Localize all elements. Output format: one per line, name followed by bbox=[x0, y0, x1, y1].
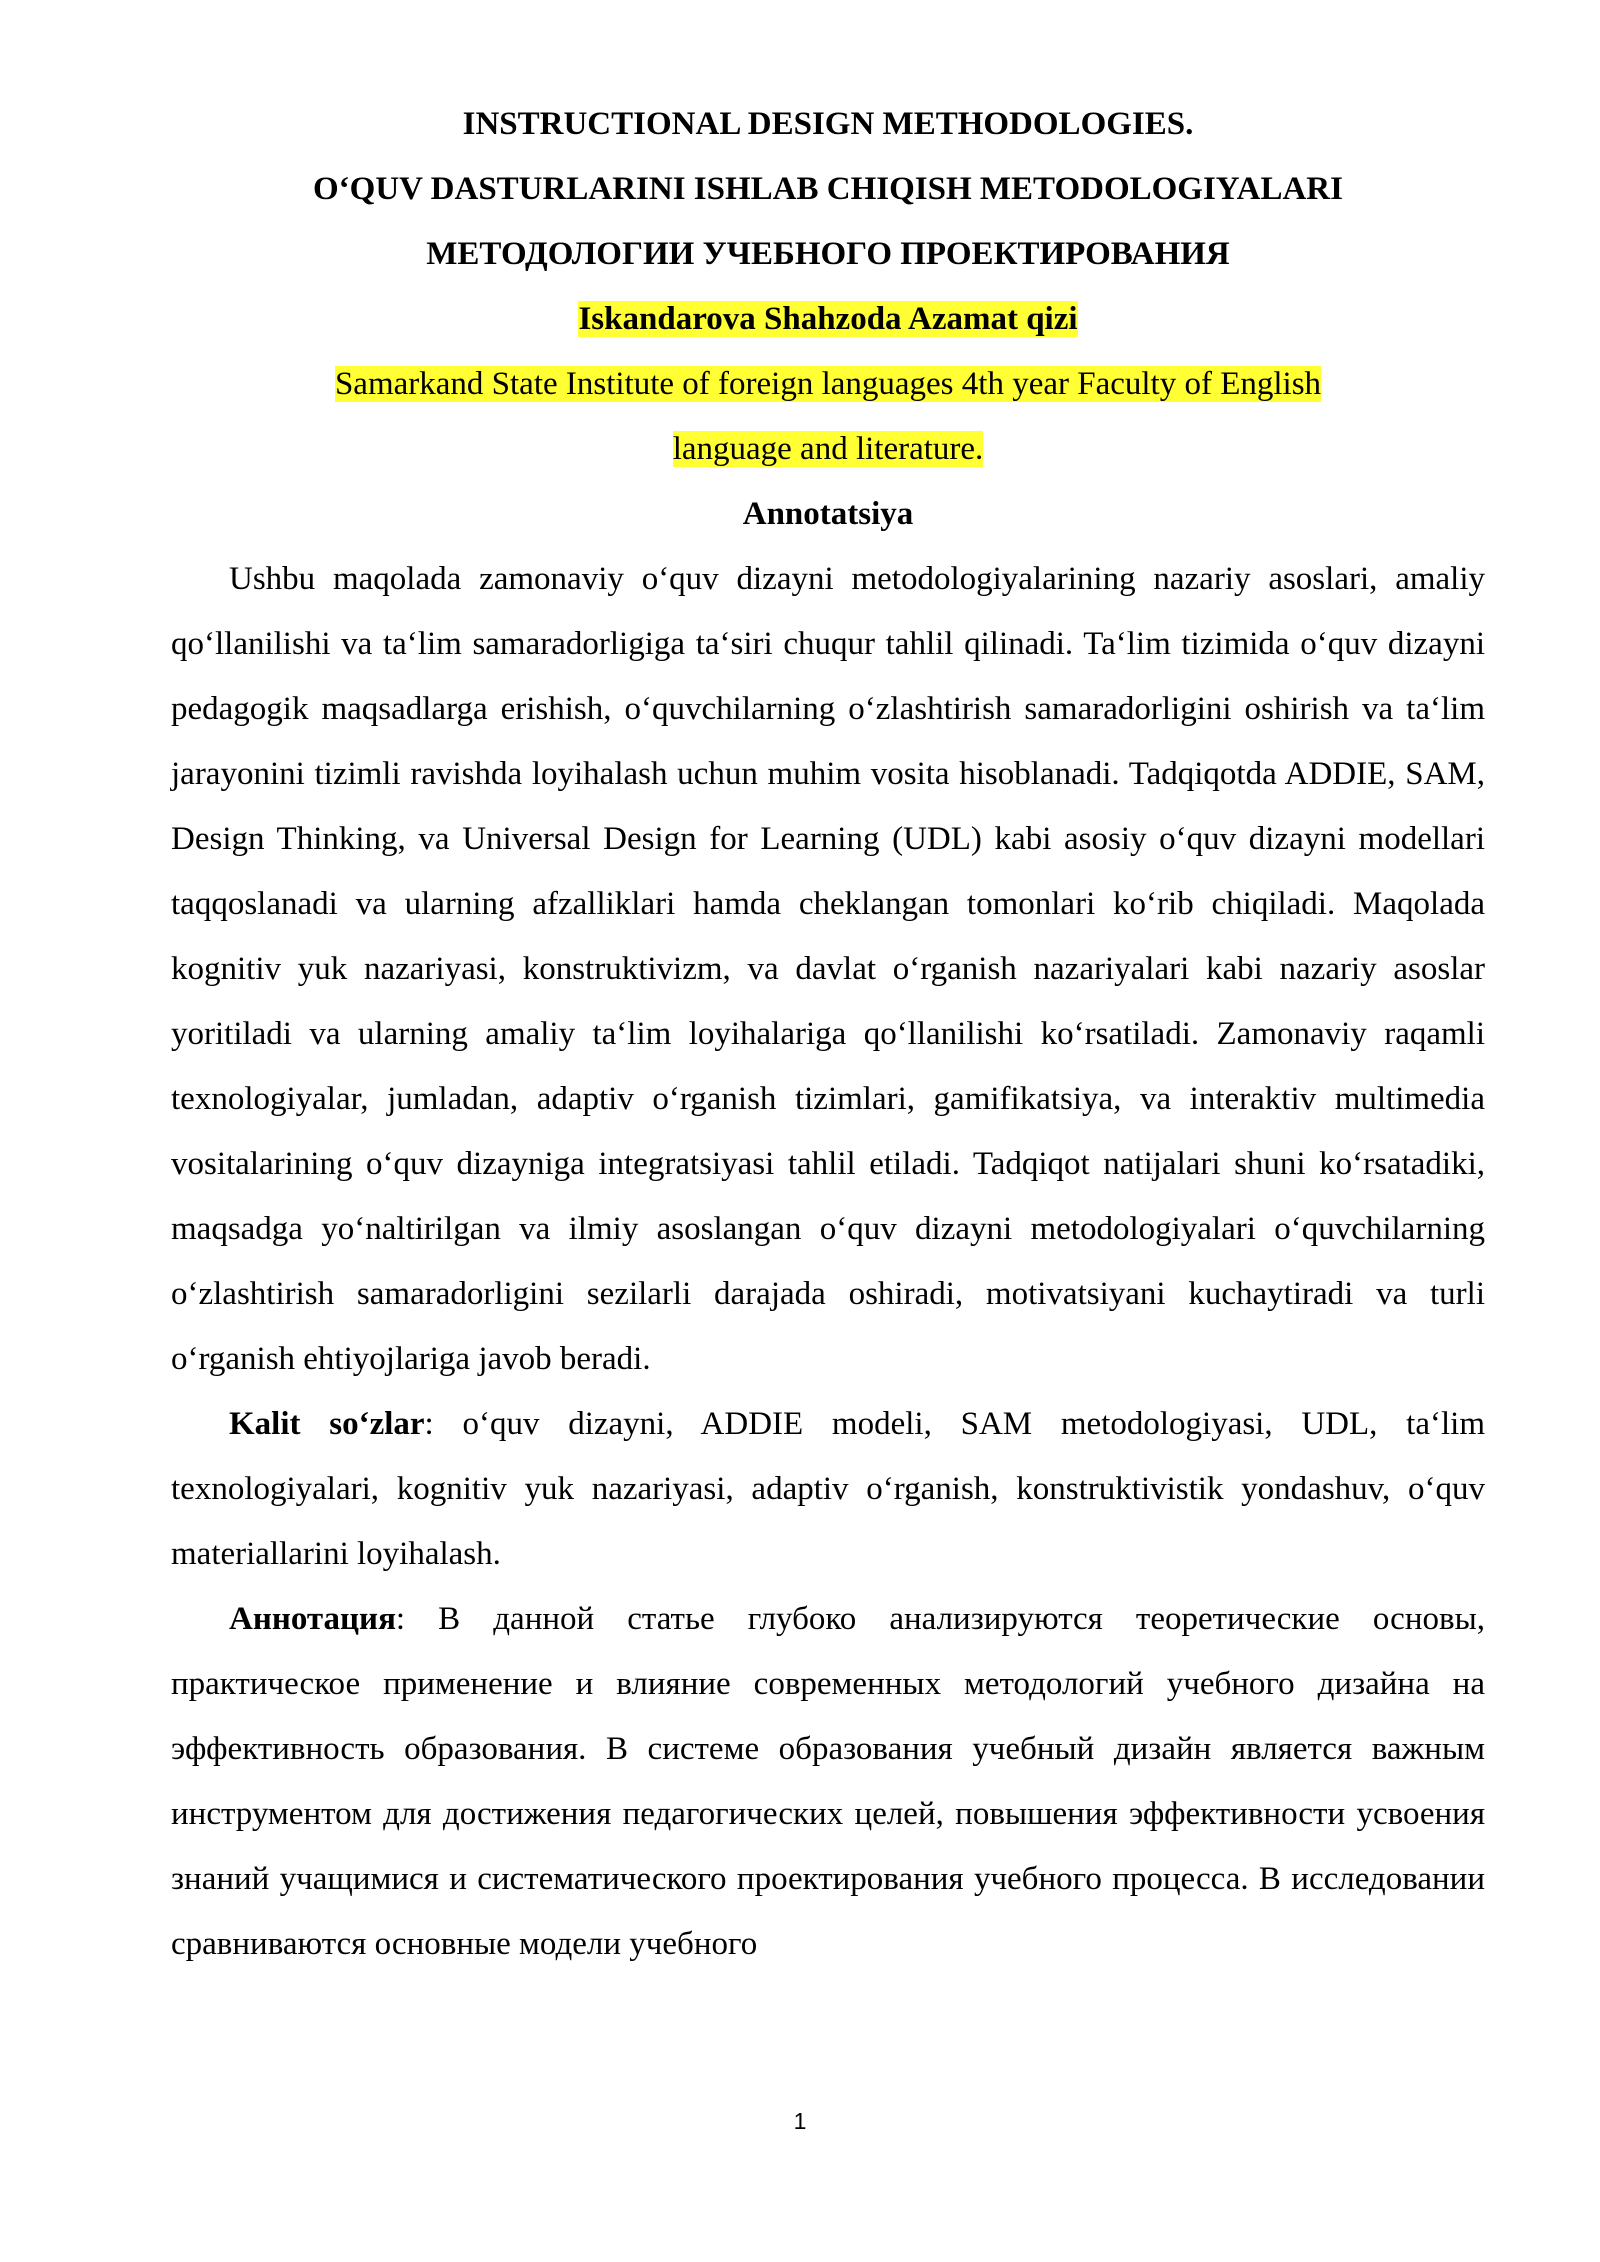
affiliation-text-2: language and literature. bbox=[672, 431, 984, 467]
page-content bbox=[171, 92, 1485, 1977]
affiliation bbox=[171, 352, 1485, 482]
page-number: 1 bbox=[793, 2108, 807, 2134]
affiliation-line-1 bbox=[171, 352, 1485, 417]
author-line bbox=[171, 287, 1485, 352]
keywords-text: : o‘quv dizayni, ADDIE modeli, SAM metodologiyasi, UDL, ta‘lim texnologiyalari, kognitiv yuk nazariyasi, adaptiv o‘rganish, konstruktivistik yondashuv, o‘quv materiallarini loyihalash. bbox=[171, 1406, 1485, 1572]
affiliation-line-2 bbox=[171, 417, 1485, 482]
title-russian: МЕТОДОЛОГИИ УЧЕБНОГО ПРОЕКТИРОВАНИЯ bbox=[426, 236, 1230, 272]
title-uzbek: O‘QUV DASTURLARINI ISHLAB CHIQISH METODOLOGIYALARI bbox=[313, 171, 1343, 207]
annotation-heading: Annotatsiya bbox=[742, 496, 914, 532]
annotation-ru-label: Аннотация bbox=[229, 1601, 396, 1637]
annotation-uz-paragraph: Ushbu maqolada zamonaviy o‘quv dizayni metodologiyalarining nazariy asoslari, amaliy qo‘llanilishi va ta‘lim samaradorligiga ta‘siri chuqur tahlil qilinadi. Ta‘lim tizimida o‘quv dizayni pedagogik maqsadlarga erishish, o‘quvchilarning o‘zlashtirish samaradorligini oshirish va ta‘lim jarayonini tizimli ravishda loyihalash uchun muhim vosita hisoblanadi. Tadqiqotda ADDIE, SAM, Design Thinking, va Universal Design for Learning (UDL) kabi asosiy o‘quv dizayni modellari taqqoslanadi va ularning afzalliklari hamda cheklangan tomonlari ko‘rib chiqiladi. Maqolada kognitiv yuk nazariyasi, konstruktivizm, va davlat o‘rganish nazariyalari kabi nazariy asoslar yoritiladi va ularning amaliy ta‘lim loyihalariga qo‘llanilishi ko‘rsatiladi. Zamonaviy raqamli texnologiyalar, jumladan, adaptiv o‘rganish tizimlari, gamifikatsiya, va interaktiv multimedia vositalarining o‘quv dizayniga integratsiyasi tahlil etiladi. Tadqiqot natijalari shuni ko‘rsatadiki, maqsadga yo‘naltirilgan va ilmiy asoslangan o‘quv dizayni metodologiyalari o‘quvchilarning o‘zlashtirish samaradorligini sezilarli darajada oshiradi, motivatsiyani kuchaytiradi va turli o‘rganish ehtiyojlariga javob beradi. bbox=[171, 561, 1485, 1377]
affiliation-text-1: Samarkand State Institute of foreign languages 4th year Faculty of English bbox=[334, 366, 1322, 402]
annotation-ru-text: : В данной статье глубоко анализируются теоретические основы, практическое применение и влияние современных методологий учебного дизайна на эффективность образования. В системе образования учебный дизайн является важным инструментом для достижения педагогических целей, повышения эффективности усвоения знаний учащимися и систематического проектирования учебного процесса. В исследовании сравниваются основные модели учебного bbox=[171, 1601, 1485, 1962]
title-english: INSTRUCTIONAL DESIGN METHODOLOGIES. bbox=[462, 106, 1194, 142]
keywords-label: Kalit so‘zlar bbox=[229, 1406, 425, 1442]
author-name: Iskandarova Shahzoda Azamat qizi bbox=[578, 301, 1078, 337]
keywords-paragraph bbox=[171, 1392, 1485, 1587]
annotation-ru-paragraph bbox=[171, 1587, 1485, 1977]
